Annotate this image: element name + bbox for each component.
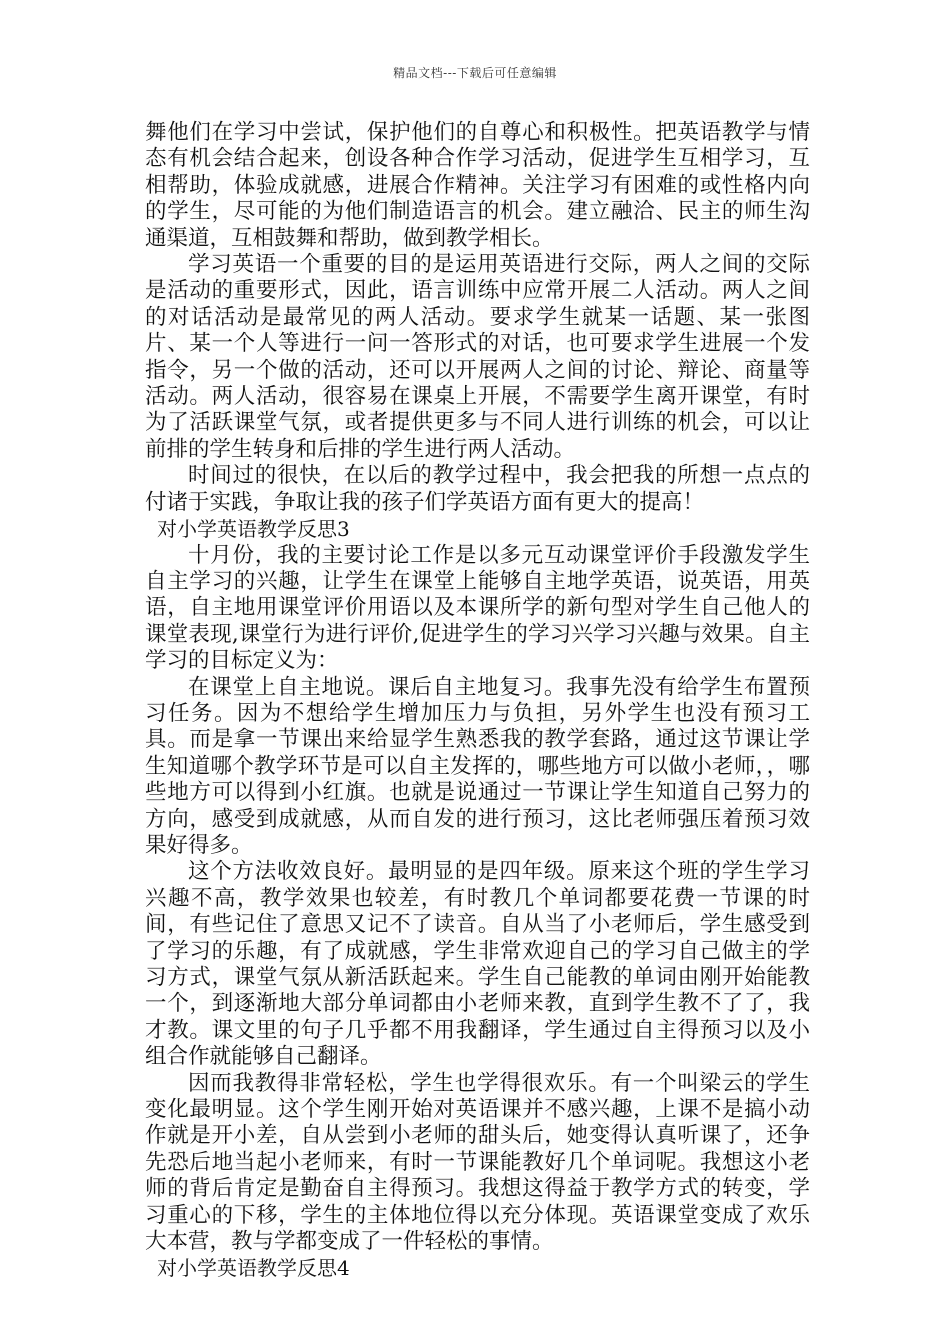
- body-paragraph: 因而我教得非常轻松，学生也学得很欢乐。有一个叫梁云的学生变化最明显。这个学生刚开始对英语课并不感兴趣，上课不是搞小动作就是开小差，自从尝到小老师的甜头后，她变得认真听课了，还争先恐后地当起小老师来，有时一节课能教好几个单词呢。我想这小老师的背后肯定是勤奋自主得预习。我想这得益于教学方式的转变，学习重心的下移，学生的主体地位得以充分体现。英语课堂变成了欢乐大本营，教与学都变成了一件轻松的事情。: [145, 1070, 810, 1255]
- body-paragraph: 舞他们在学习中尝试，保护他们的自尊心和积极性。把英语教学与情态有机会结合起来，创设各种合作学习活动，促进学生互相学习，互相帮助，体验成就感，进展合作精神。关注学习有困难的或性格内向的学生，尽可能的为他们制造语言的机会。建立融洽、民主的师生沟通渠道，互相鼓舞和帮助，做到教学相长。: [145, 120, 810, 251]
- body-paragraph: 时间过的很快，在以后的教学过程中，我会把我的所想一点点的付诸于实践，争取让我的孩子们学英语方面有更大的提高！: [145, 463, 810, 515]
- section-heading: 对小学英语教学反思3: [157, 517, 350, 542]
- body-paragraph: 这个方法收效良好。最明显的是四年级。原来这个班的学生学习兴趣不高，教学效果也较差，有时教几个单词都要花费一节课的时间，有些记住了意思又记不了读音。自从当了小老师后，学生感受到了学习的乐趣，有了成就感，学生非常欢迎自己的学习自己做主的学习方式，课堂气氛从新活跃起来。学生自己能教的单词由刚开始能教一个，到逐渐地大部分单词都由小老师来教，直到学生教不了了，我才教。课文里的句子几乎都不用我翻译，学生通过自主得预习以及小组合作就能够自己翻译。: [145, 859, 810, 1070]
- section-heading: 对小学英语教学反思4: [157, 1256, 350, 1281]
- body-paragraph: 学习英语一个重要的目的是运用英语进行交际，两人之间的交际是活动的重要形式，因此，语言训练中应常开展二人活动。两人之间的对话活动是最常见的两人活动。要求学生就某一话题、某一张图片、某一个人等进行一问一答形式的对话，也可要求学生进展一个发指令，另一个做的活动，还可以开展两人之间的讨论、辩论、商量等活动。两人活动，很容易在课桌上开展，不需要学生离开课堂，有时为了活跃课堂气氛，或者提供更多与不同人进行训练的机会，可以让前排的学生转身和后排的学生进行两人活动。: [145, 252, 810, 462]
- body-paragraph: 在课堂上自主地说。课后自主地复习。我事先没有给学生布置预习任务。因为不想给学生增加压力与负担，另外学生也没有预习工具。而是拿一节课出来给显学生熟悉我的教学套路，通过这节课让学生知道哪个教学环节是可以自主发挥的，哪些地方可以做小老师，，哪些地方可以得到小红旗。也就是说通过一节课让学生知道自己努力的方向，感受到成就感，从而自发的进行预习，这比老师强压着预习效果好得多。: [145, 674, 810, 858]
- body-paragraph: 十月份，我的主要讨论工作是以多元互动课堂评价手段激发学生自主学习的兴趣，让学生在课堂上能够自主地学英语，说英语，用英语，自主地用课堂评价用语以及本课所学的新句型对学生自己他人的课堂表现,课堂行为进行评价,促进学生的学习兴学习兴趣与效果。自主学习的目标定义为：: [145, 542, 810, 674]
- page-header: 精品文档---下载后可任意编辑: [393, 66, 557, 80]
- document-body: [145, 120, 810, 1282]
